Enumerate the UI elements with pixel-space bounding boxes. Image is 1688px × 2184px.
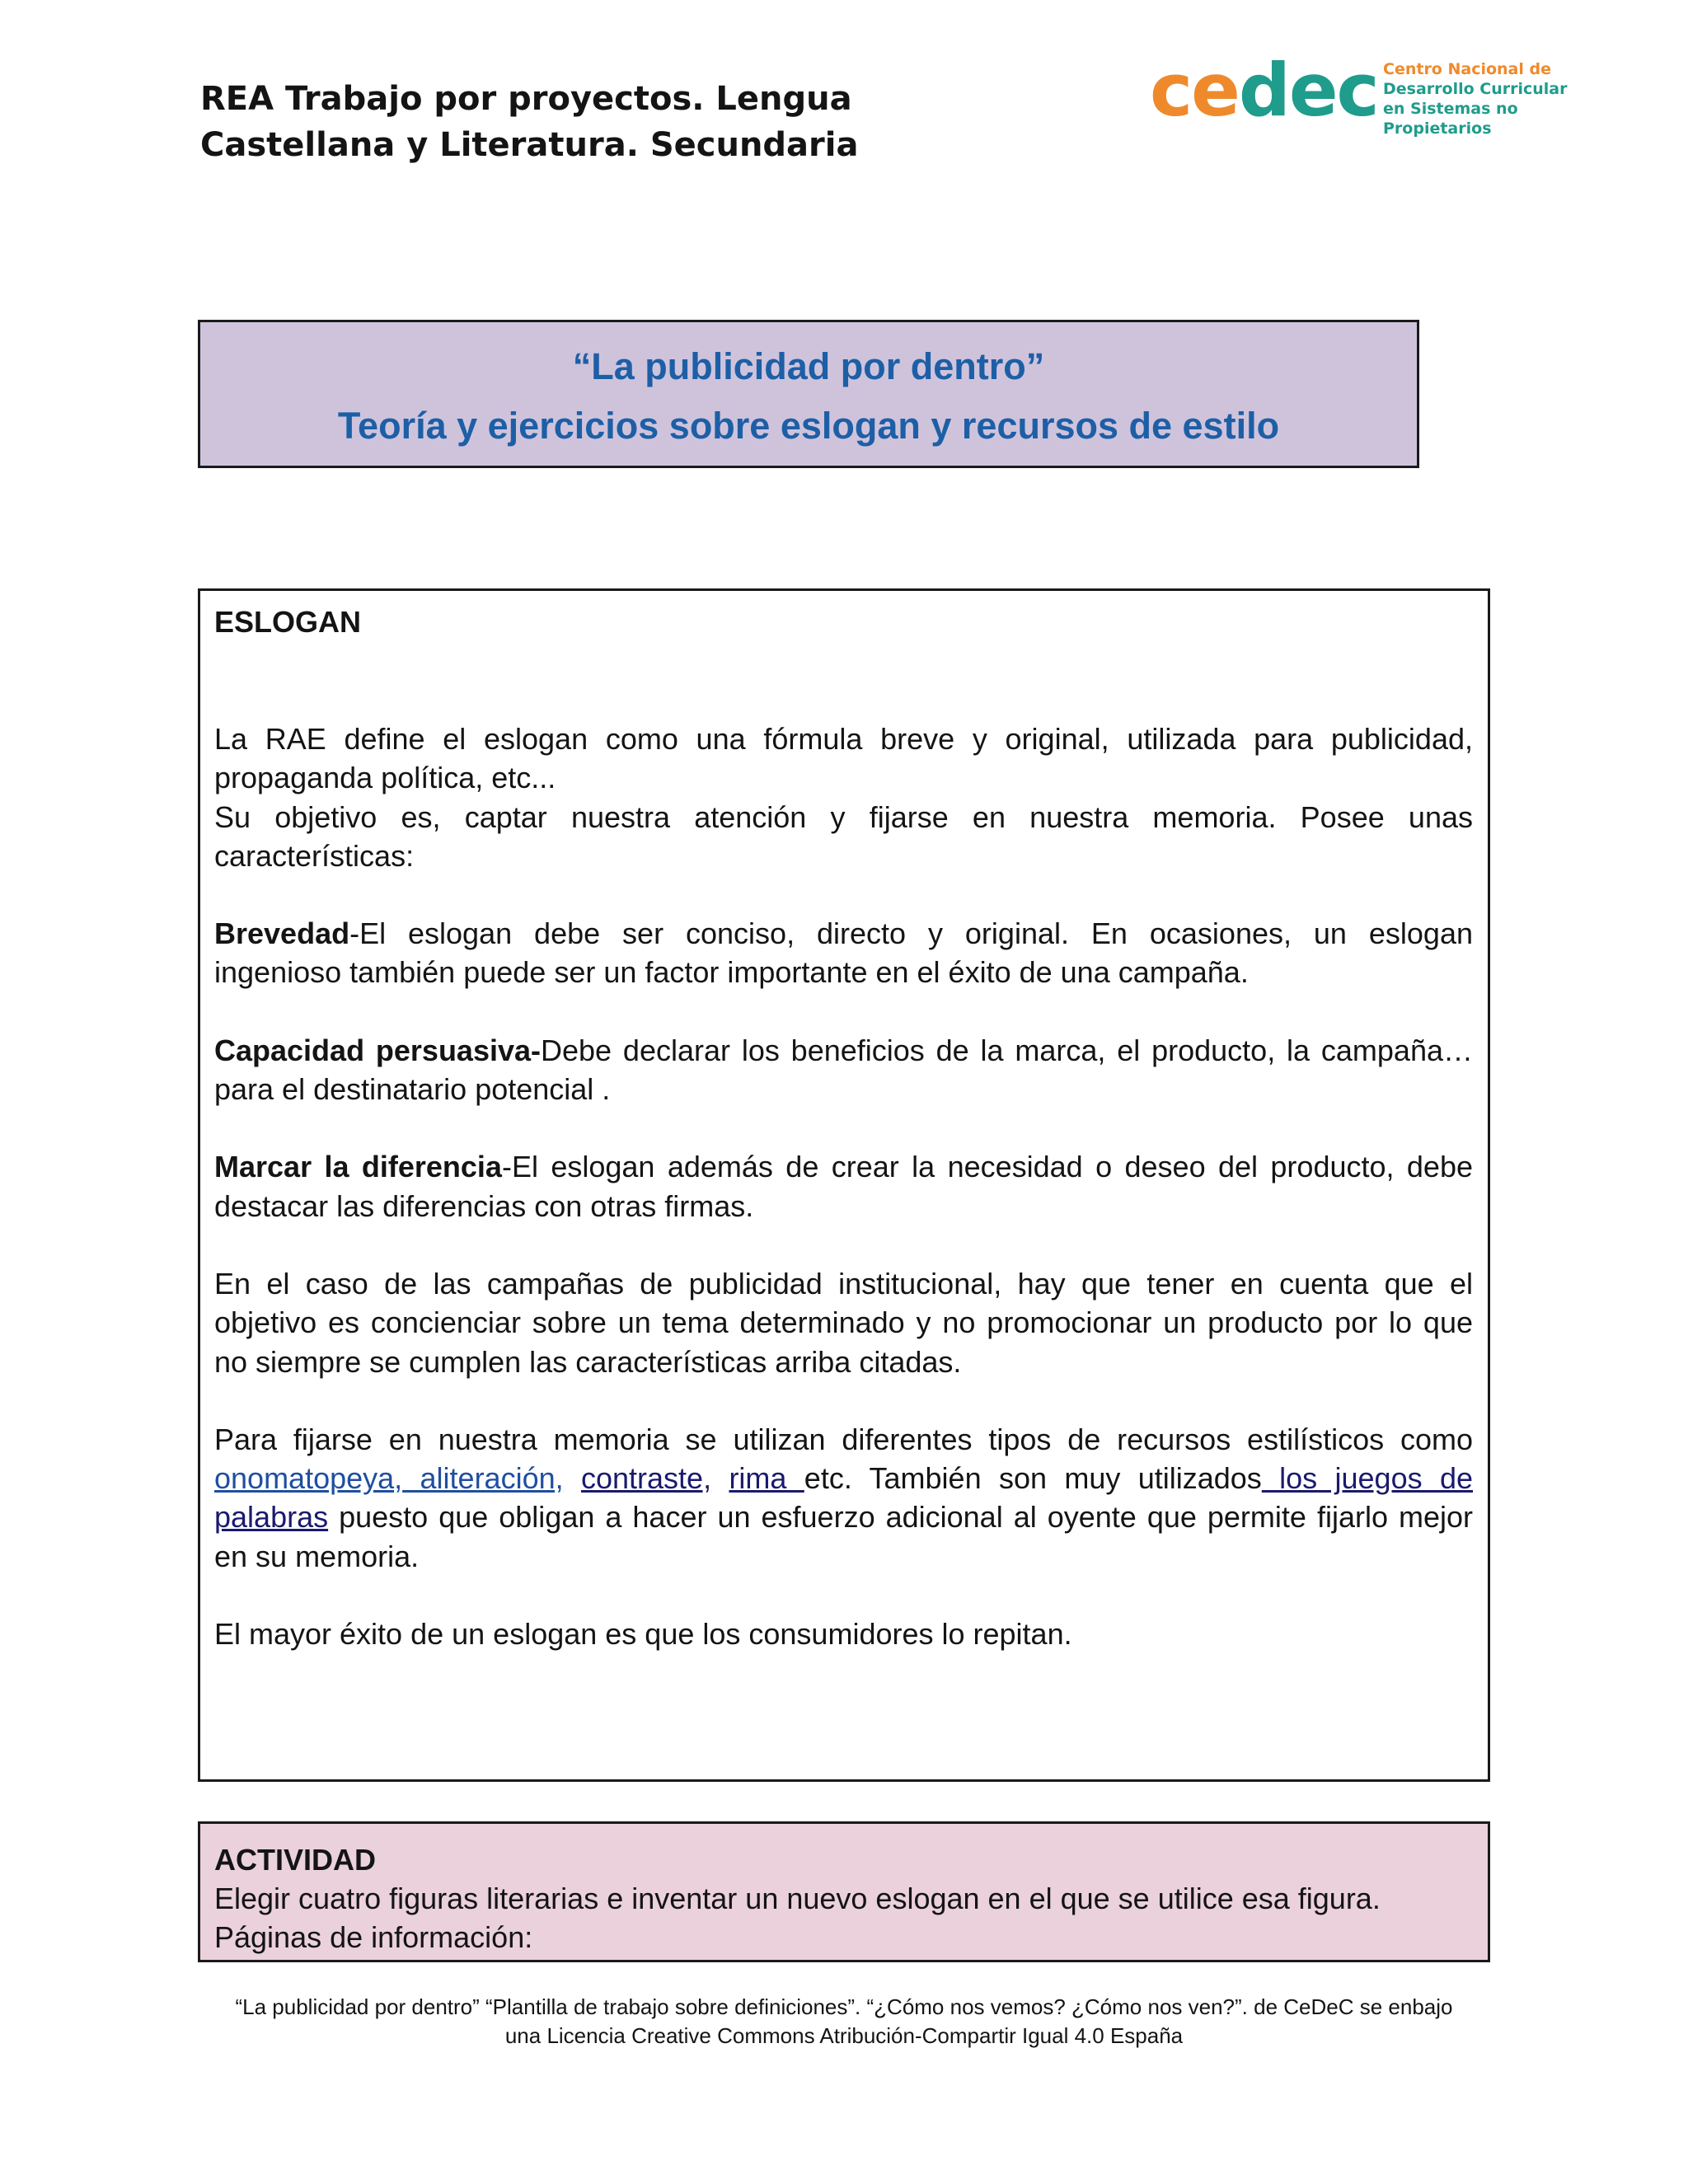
marcar-diferencia-paragraph: Marcar la diferencia-El eslogan además de crear la necesidad o deseo del producto, debe destacar las diferencias con otras firmas.	[214, 1150, 1473, 1223]
license-footer	[198, 1993, 1490, 2050]
cedec-logo-wordmark: cedec	[1150, 48, 1378, 133]
logo-caption-line-2: Desarrollo Curricular	[1383, 80, 1568, 98]
capacidad-persuasiva-paragraph: Capacidad persuasiva-Debe declarar los beneficios de la marca, el producto, la campaña… para el destinatario potencial .	[214, 1033, 1473, 1107]
header-title-line-2: Castellana y Literatura. Secundaria	[200, 126, 859, 164]
capacidad-persuasiva-term: Capacidad persuasiva-	[214, 1033, 542, 1067]
link-juegos-de-palabras-part1[interactable]: los juegos de	[1261, 1461, 1473, 1496]
title-box	[198, 320, 1419, 468]
cedec-logo-caption	[1383, 59, 1628, 138]
eslogan-section	[198, 588, 1490, 1782]
cierre-paragraph: El mayor éxito de un eslogan es que los consumidores lo repitan.	[214, 1617, 1072, 1652]
cedec-logo	[1150, 48, 1628, 138]
eslogan-heading: ESLOGAN	[214, 605, 362, 639]
link-rima[interactable]: rima	[729, 1461, 804, 1496]
recursos-estilisticos-paragraph: Para fijarse en nuestra memoria se utilizan diferentes tipos de recursos estilísticos como onomatopeya, aliteración, contraste, rima etc. También son muy utilizados los juegos de palabras puesto que obligan a hacer un esfuerzo adicional al oyente que permite fijarlo mejor en su memoria.	[214, 1422, 1473, 1573]
eslogan-intro-paragraph: La RAE define el eslogan como una fórmula breve y original, utilizada para publicidad, propaganda política, etc... Su objetivo es, captar nuestra atención y fijarse en nuestra memoria. Posee unas características:	[214, 722, 1473, 873]
actividad-instruction: Elegir cuatro figuras literarias e inventar un nuevo eslogan en el que se utilice esa figura.	[214, 1882, 1381, 1915]
footer-line-2: una Licencia Creative Commons Atribución-Compartir Igual 4.0 España	[504, 2023, 1184, 2048]
institucional-paragraph: En el caso de las campañas de publicidad institucional, hay que tener en cuenta que el objetivo es concienciar sobre un tema determinado y no promocionar un producto por lo que no siempre se cumplen las características arriba citadas.	[214, 1266, 1473, 1379]
document-header-title	[200, 76, 942, 168]
link-juegos-de-palabras-part2[interactable]: palabras	[214, 1500, 329, 1535]
link-aliteracion[interactable]: aliteración,	[402, 1461, 564, 1496]
marcar-diferencia-term: Marcar la diferencia	[214, 1150, 502, 1184]
logo-caption-line-1: Centro Nacional de	[1383, 60, 1551, 78]
actividad-section	[198, 1821, 1490, 1962]
actividad-heading: ACTIVIDAD	[214, 1843, 376, 1877]
title-main: “La publicidad por dentro”	[572, 345, 1045, 387]
title-subtitle: Teoría y ejercicios sobre eslogan y recursos de estilo	[337, 405, 1280, 447]
link-onomatopeya[interactable]: onomatopeya,	[214, 1461, 403, 1496]
brevedad-paragraph: Brevedad-El eslogan debe ser conciso, directo y original. En ocasiones, un eslogan ingenioso también puede ser un factor importante en el éxito de una campaña.	[214, 916, 1473, 990]
actividad-paginas-label: Páginas de información:	[214, 1920, 533, 1954]
header-title-line-1: REA Trabajo por proyectos. Lengua	[200, 80, 852, 118]
brevedad-term: Brevedad	[214, 916, 350, 951]
logo-caption-line-3: en Sistemas no Propietarios	[1383, 100, 1518, 138]
footer-line-1: “La publicidad por dentro” “Plantilla de trabajo sobre definiciones”. “¿Cómo nos vemos? ¿Cómo nos ven?”. de CeDeC se enbajo	[235, 1994, 1453, 2019]
link-contraste[interactable]: contraste,	[580, 1461, 712, 1496]
